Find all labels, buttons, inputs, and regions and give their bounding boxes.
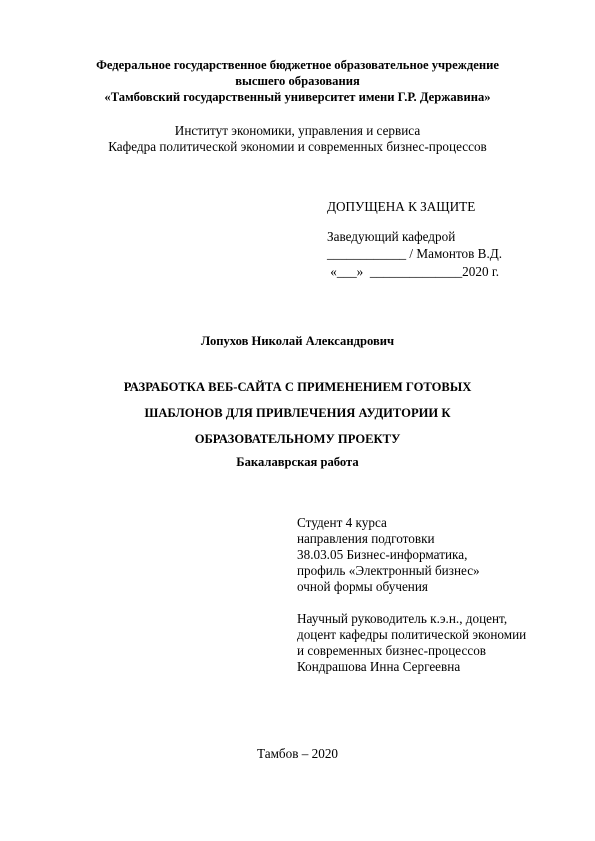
student-info bbox=[297, 515, 480, 595]
supervisor-info bbox=[297, 611, 526, 675]
student-line-2: направления подготовки bbox=[297, 531, 435, 546]
approval-date-line: «___» ______________2020 г. bbox=[327, 264, 500, 279]
title-line-2: ШАБЛОНОВ ДЛЯ ПРИВЛЕЧЕНИЯ АУДИТОРИИ К bbox=[144, 406, 451, 420]
work-type: Бакалаврская работа bbox=[236, 455, 359, 469]
approval-role: Заведующий кафедрой bbox=[327, 229, 456, 244]
institute-block bbox=[0, 123, 595, 155]
student-line-1: Студент 4 курса bbox=[297, 515, 387, 530]
supervisor-line-4: Кондрашова Инна Сергеевна bbox=[297, 659, 461, 674]
header-line-1: Федеральное государственное бюджетное образовательное учреждение bbox=[96, 58, 499, 72]
student-line-3: 38.03.05 Бизнес-информатика, bbox=[297, 547, 468, 562]
supervisor-line-1: Научный руководитель к.э.н., доцент, bbox=[297, 611, 508, 626]
title-line-1: РАЗРАБОТКА ВЕБ-САЙТА С ПРИМЕНЕНИЕМ ГОТОВЫХ bbox=[123, 380, 472, 394]
student-line-5: очной формы обучения bbox=[297, 579, 428, 594]
approval-signature-line: ____________ / Мамонтов В.Д. bbox=[327, 246, 503, 261]
student-line-4: профиль «Электронный бизнес» bbox=[297, 563, 480, 578]
city-year: Тамбов – 2020 bbox=[256, 746, 339, 761]
university-header bbox=[0, 57, 595, 105]
approval-heading: ДОПУЩЕНА К ЗАЩИТЕ bbox=[327, 199, 476, 214]
supervisor-line-2: доцент кафедры политической экономии bbox=[297, 627, 527, 642]
author-name: Лопухов Николай Александрович bbox=[200, 334, 395, 348]
header-line-3: «Тамбовский государственный университет имени Г.Р. Державина» bbox=[104, 90, 491, 104]
header-line-2: высшего образования bbox=[235, 74, 360, 88]
supervisor-line-3: и современных бизнес-процессов bbox=[297, 643, 487, 658]
institute-name: Институт экономики, управления и сервиса bbox=[174, 123, 421, 138]
department-name: Кафедра политической экономии и современных бизнес-процессов bbox=[108, 139, 487, 154]
thesis-title bbox=[0, 374, 595, 452]
title-line-3: ОБРАЗОВАТЕЛЬНОМУ ПРОЕКТУ bbox=[194, 432, 401, 446]
